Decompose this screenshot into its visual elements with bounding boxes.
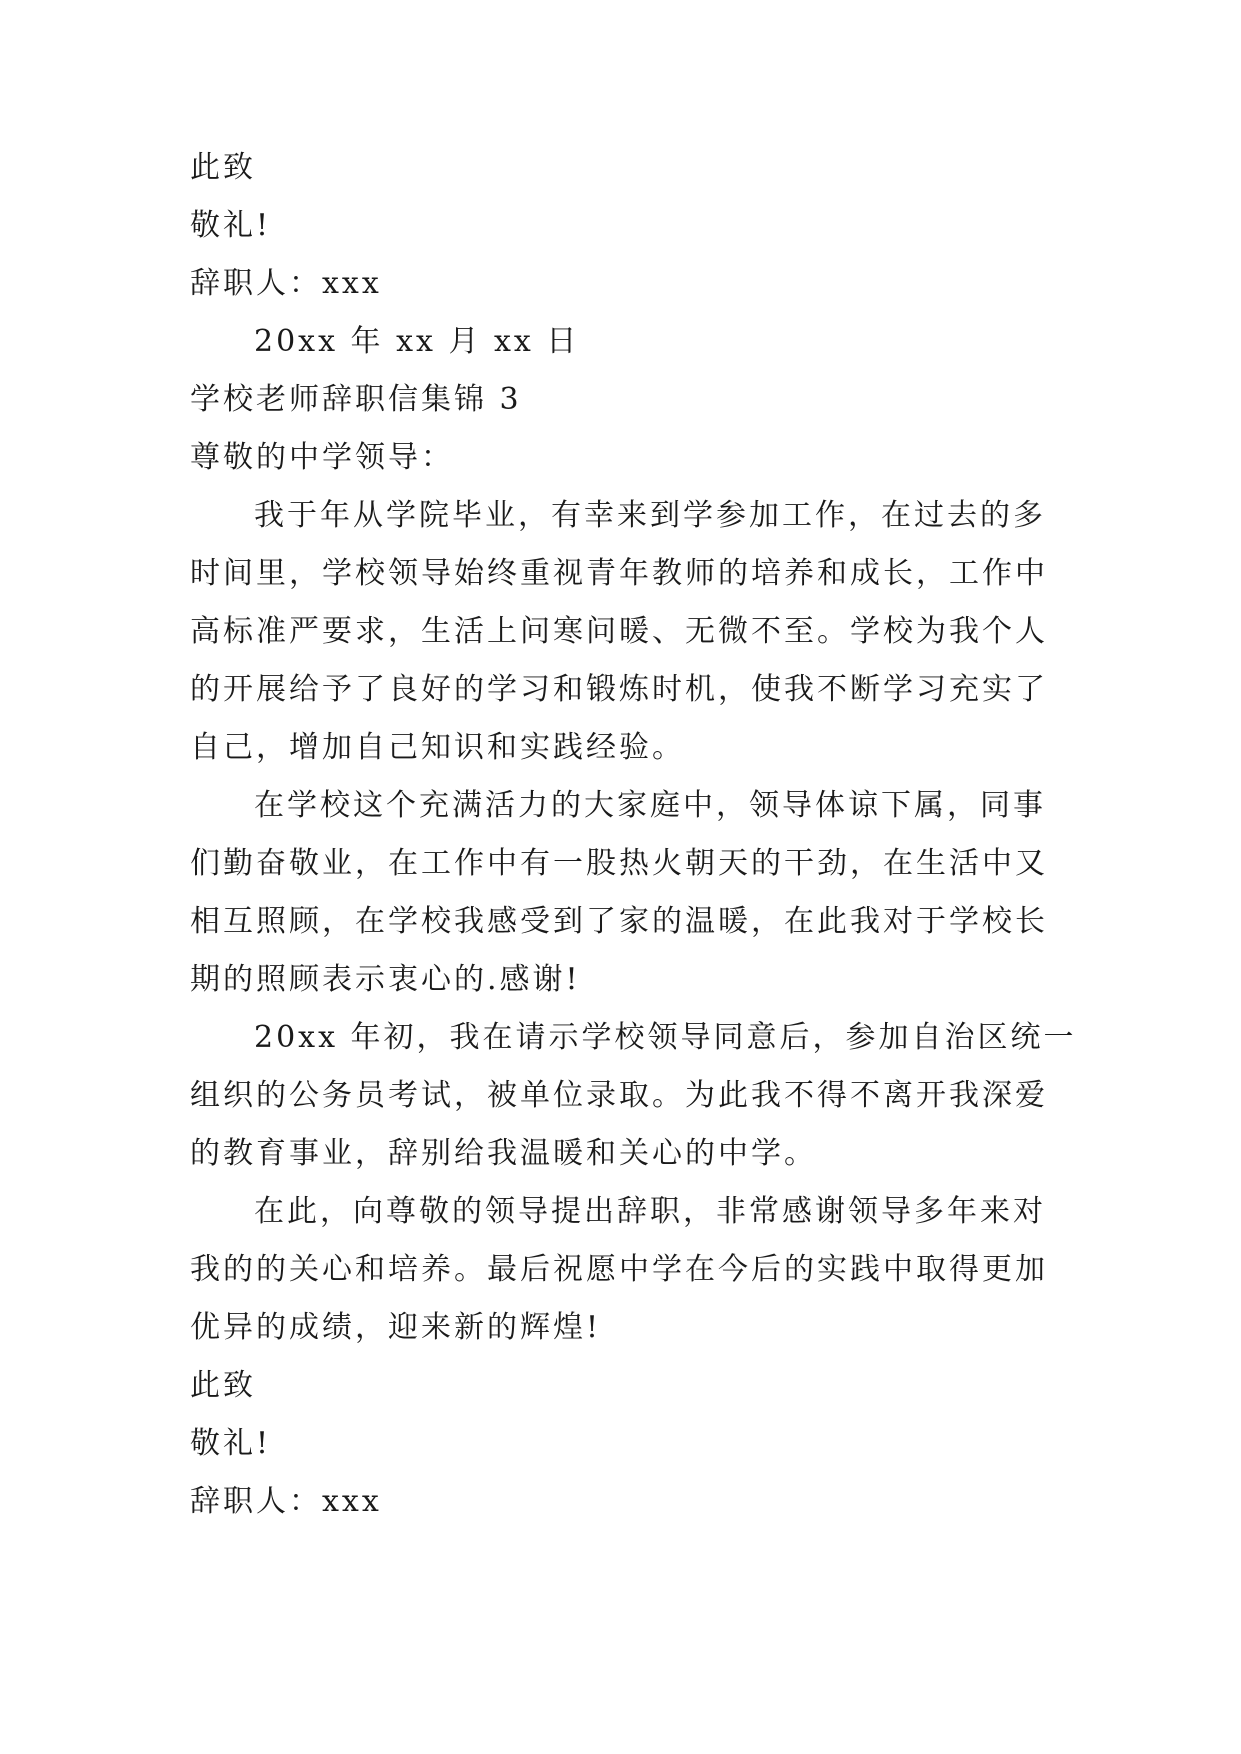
paragraph-line: 相互照顾，在学校我感受到了家的温暖，在此我对于学校长	[190, 904, 1048, 939]
paragraph-line: 的教育事业，辞别给我温暖和关心的中学。	[190, 1136, 817, 1171]
letter-greeting: 尊敬的中学领导：	[190, 440, 454, 475]
paragraph-line: 时间里，学校领导始终重视青年教师的培养和成长，工作中	[190, 556, 1048, 591]
letter-title: 学校老师辞职信集锦 3	[190, 382, 522, 417]
signer-line: 辞职人：xxx	[190, 266, 382, 301]
paragraph-line: 20xx 年初，我在请示学校领导同意后，参加自治区统一	[254, 1020, 1077, 1055]
date-line: 20xx 年 xx 月 xx 日	[254, 324, 580, 359]
paragraph-line: 我于年从学院毕业，有幸来到学参加工作，在过去的多	[254, 498, 1046, 533]
closing-regards: 敬礼!	[190, 208, 272, 243]
paragraph-line: 在此，向尊敬的领导提出辞职，非常感谢领导多年来对	[254, 1194, 1046, 1229]
closing-salutation: 此致	[190, 150, 256, 185]
closing-salutation: 此致	[190, 1368, 256, 1403]
paragraph-line: 在学校这个充满活力的大家庭中，领导体谅下属，同事	[254, 788, 1046, 823]
closing-regards: 敬礼!	[190, 1426, 272, 1461]
paragraph-line: 高标准严要求，生活上问寒问暖、无微不至。学校为我个人	[190, 614, 1048, 649]
paragraph-line: 们勤奋敬业，在工作中有一股热火朝天的干劲，在生活中又	[190, 846, 1048, 881]
paragraph-line: 自己，增加自己知识和实践经验。	[190, 730, 685, 765]
paragraph-line: 的开展给予了良好的学习和锻炼时机，使我不断学习充实了	[190, 672, 1048, 707]
paragraph-line: 组织的公务员考试，被单位录取。为此我不得不离开我深爱	[190, 1078, 1048, 1113]
signer-line: 辞职人：xxx	[190, 1484, 382, 1519]
paragraph-line: 期的照顾表示衷心的.感谢!	[190, 962, 581, 997]
paragraph-line: 优异的成绩，迎来新的辉煌!	[190, 1310, 602, 1345]
paragraph-line: 我的的关心和培养。最后祝愿中学在今后的实践中取得更加	[190, 1252, 1048, 1287]
